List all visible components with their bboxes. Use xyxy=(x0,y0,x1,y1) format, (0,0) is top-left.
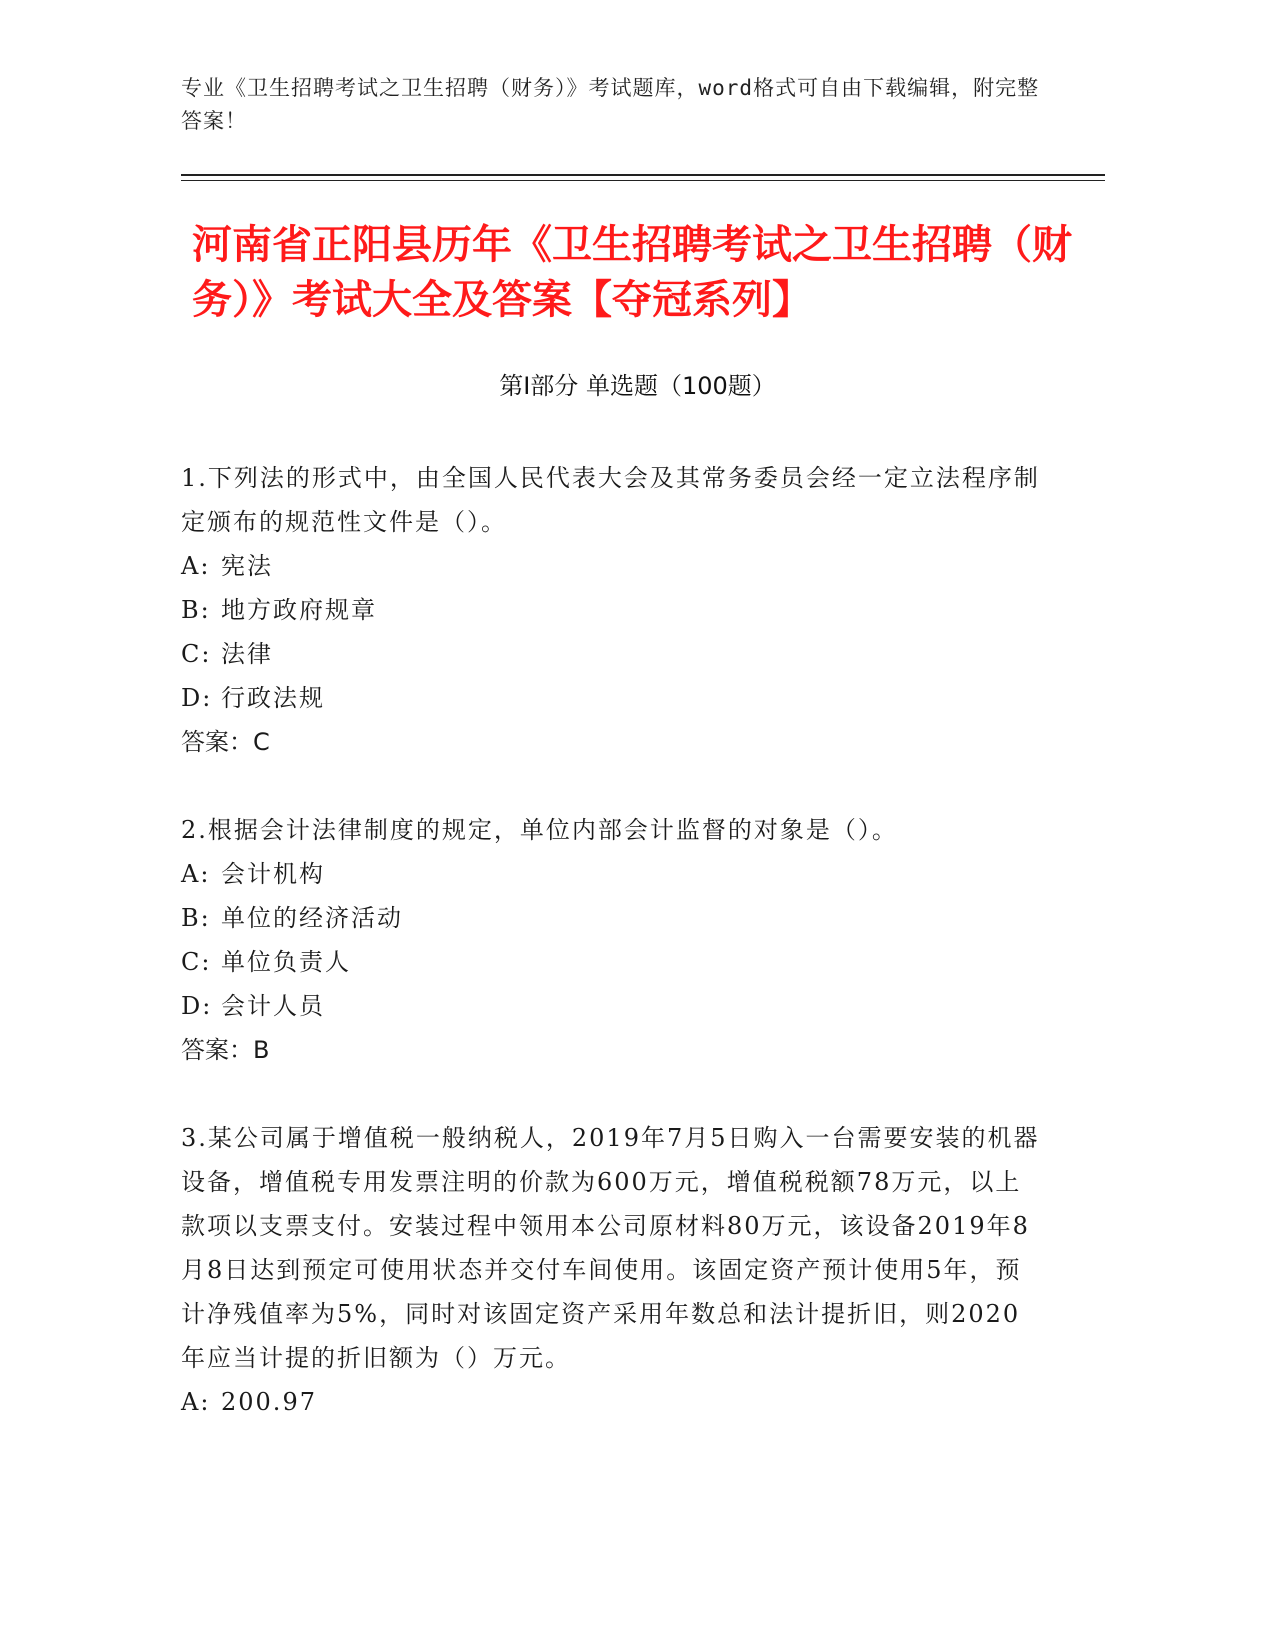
option-key: B: xyxy=(181,596,211,624)
option-text: 单位的经济活动 xyxy=(221,904,403,932)
option-key: A: xyxy=(181,860,211,888)
header-divider-thin xyxy=(181,180,1105,181)
option-c xyxy=(181,940,1041,984)
option-a xyxy=(181,544,1041,588)
option-b xyxy=(181,896,1041,940)
question-2 xyxy=(181,808,1041,1072)
option-text: 200.97 xyxy=(221,1388,317,1416)
answer-line: 答案：B xyxy=(181,1036,270,1064)
answer-line: 答案：C xyxy=(181,728,270,756)
option-key: D: xyxy=(181,684,213,712)
option-key: D: xyxy=(181,992,213,1020)
option-c xyxy=(181,632,1041,676)
option-key: B: xyxy=(181,904,211,932)
header-note: 专业《卫生招聘考试之卫生招聘（财务）》考试题库，word格式可自由下载编辑，附完整答案！ xyxy=(181,76,1040,133)
section-title: 第I部分 单选题（100题） xyxy=(499,372,776,400)
question-stem: 1.下列法的形式中，由全国人民代表大会及其常务委员会经一定立法程序制定颁布的规范性文件是（）。 xyxy=(181,464,1040,536)
option-text: 单位负责人 xyxy=(221,948,351,976)
question-3 xyxy=(181,1116,1041,1424)
question-1 xyxy=(181,456,1041,764)
option-a xyxy=(181,852,1041,896)
option-d xyxy=(181,984,1041,1028)
option-text: 会计人员 xyxy=(221,992,325,1020)
option-text: 会计机构 xyxy=(221,860,325,888)
option-text: 宪法 xyxy=(221,552,273,580)
header-divider-thick xyxy=(181,174,1105,176)
option-key: A: xyxy=(181,1388,211,1416)
option-key: C: xyxy=(181,948,212,976)
option-text: 地方政府规章 xyxy=(221,596,377,624)
document-title: 河南省正阳县历年《卫生招聘考试之卫生招聘（财务）》考试大全及答案【夺冠系列】 xyxy=(192,222,1072,323)
option-key: A: xyxy=(181,552,211,580)
option-d xyxy=(181,676,1041,720)
question-stem: 2.根据会计法律制度的规定，单位内部会计监督的对象是（）。 xyxy=(181,816,898,844)
question-stem: 3.某公司属于增值税一般纳税人，2019年7月5日购入一台需要安装的机器设备，增值税专用发票注明的价款为600万元，增值税税额78万元，以上款项以支票支付。安装过程中领用本公司原材料80万元，该设备2019年8月8日达到预定可使用状态并交付车间使用。该固定资产预计使用5年，预计净残值率为5%，同时对该固定资产采用年数总和法计提折旧，则2020年应当计提的折旧额为（）万元。 xyxy=(181,1124,1040,1372)
option-text: 法律 xyxy=(221,640,273,668)
option-text: 行政法规 xyxy=(221,684,325,712)
question-list xyxy=(181,456,1041,1468)
option-key: C: xyxy=(181,640,212,668)
option-a xyxy=(181,1380,1041,1424)
option-b xyxy=(181,588,1041,632)
